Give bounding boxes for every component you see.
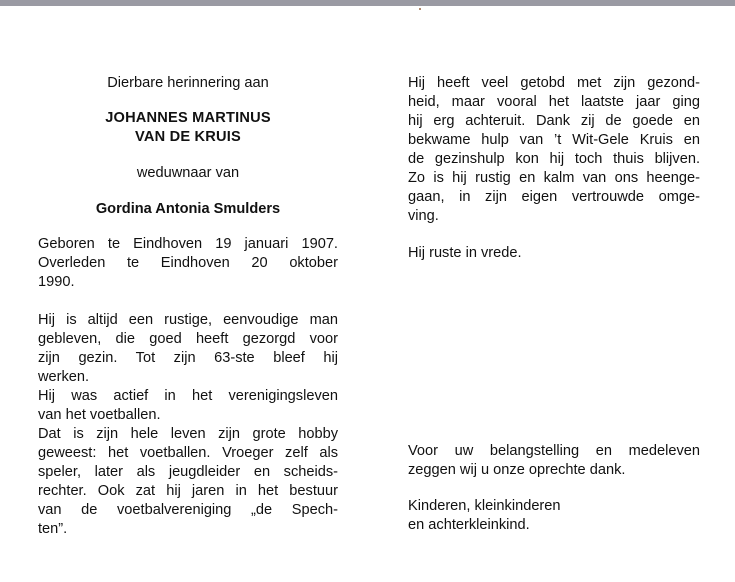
p3-line-1: Dat is zijn hele leven zijn grote hobby: [38, 426, 338, 442]
relation-text: weduwnaar van: [136, 165, 240, 181]
name-line-2: VAN DE KRUIS: [135, 129, 241, 145]
p3-line-4: rechter. Ook zat hij jaren in het bestuur: [38, 483, 338, 499]
rest-in-peace: Hij ruste in vrede.: [408, 245, 522, 261]
death-year-line: 1990.: [38, 274, 75, 290]
family-line-1: Kinderen, kleinkinderen: [408, 498, 561, 514]
p1-line-2: gebleven, die goed heeft gezorgd voor: [38, 331, 338, 347]
r-p1-line-4: bekwame hulp van ’t Wit-Gele Kruis en: [408, 132, 700, 148]
p3-line-6: ten”.: [38, 521, 68, 537]
p1-line-4: werken.: [38, 369, 90, 385]
p2-line-2: van het voetballen.: [38, 407, 161, 423]
p3-line-2: geweest: het voetballen. Vroeger zelf als: [38, 445, 338, 461]
spouse-name: Gordina Antonia Smulders: [95, 201, 281, 217]
memorial-card: [0, 6, 735, 582]
p1-line-3: zijn gezin. Tot zijn 63-ste bleef hij: [38, 350, 338, 366]
death-line: Overleden te Eindhoven 20 oktober: [38, 255, 338, 271]
r-p1-line-8: ving.: [408, 208, 439, 224]
r-p1-line-7: gaan, in zijn eigen vertrouwde omge-: [408, 189, 700, 205]
r-p1-line-3: hij erg achteruit. Dank zij de goede en: [408, 113, 700, 129]
p2-line-1: Hij was actief in het verenigingsleven: [38, 388, 338, 404]
p3-line-3: speler, later als jeugdleider en scheids-: [38, 464, 338, 480]
intro-text: Dierbare herinnering aan: [107, 75, 269, 91]
r-p1-line-1: Hij heeft veel getobd met zijn gezond-: [408, 75, 700, 91]
family-line-2: en achterkleinkind.: [408, 517, 530, 533]
r-p1-line-5: de gezinshulp kon hij toch thuis blijven.: [408, 151, 700, 167]
r-p1-line-6: Zo is hij rustig en kalm van ons heenge-: [408, 170, 700, 186]
p3-line-5: van de voetbalvereniging „de Spech-: [38, 502, 338, 518]
p1-line-1: Hij is altijd een rustige, eenvoudige man: [38, 312, 338, 328]
name-line-1: JOHANNES MARTINUS: [105, 110, 271, 126]
birth-line: Geboren te Eindhoven 19 januari 1907.: [38, 236, 338, 252]
thanks-line-2: zeggen wij u onze oprechte dank.: [408, 462, 626, 478]
r-p1-line-2: heid, maar vooral het laatste jaar ging: [408, 94, 700, 110]
thanks-line-1: Voor uw belangstelling en medeleven: [408, 443, 700, 459]
